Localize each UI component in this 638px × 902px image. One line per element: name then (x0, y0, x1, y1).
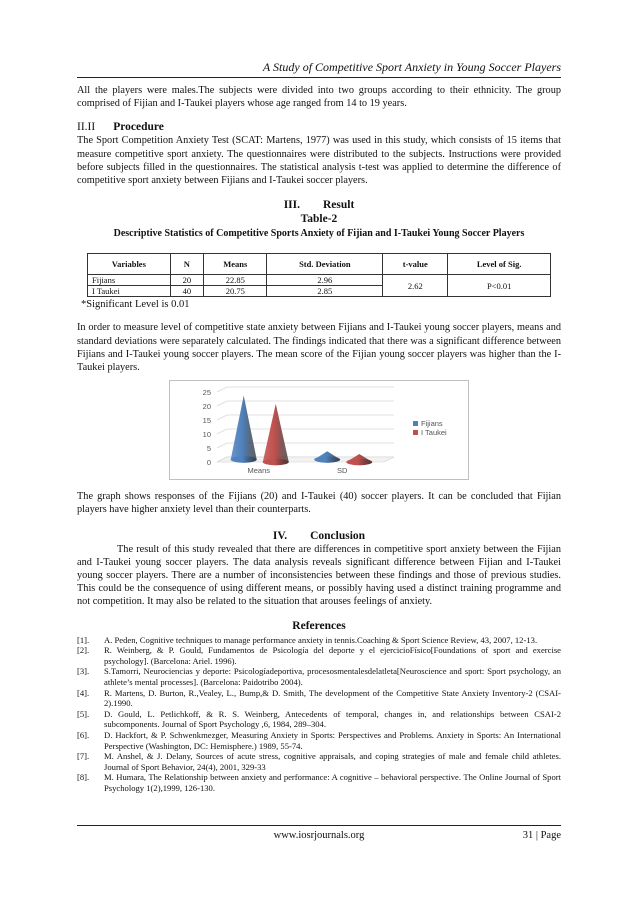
table-title: Table-2 (300, 213, 338, 226)
intro-paragraph: All the players were males.The subjects were divided into two groups according to their ethnicity. The group comprised of Fijian and I-Taukei players whose age ranged from 14 to 19 years. (77, 85, 561, 110)
header-variables: Variables (88, 254, 171, 275)
y-tick-label: 25 (202, 388, 211, 398)
references-heading: References (292, 619, 346, 632)
legend-swatch-fijians (413, 421, 418, 426)
reference-item (77, 751, 561, 772)
reference-text: M. Humara, The Relationship between anxiety and performance: A cognitive – behavioral perspective. The Online Journal of Sport Psychology 1(2),1999, 126-130. (104, 772, 561, 793)
header-t-value: t-value (383, 254, 448, 275)
footer-page-number: 31 | Page (522, 830, 561, 841)
procedure-title: Procedure (113, 121, 164, 134)
procedure-number: II.II (77, 121, 96, 134)
table-header-row (88, 254, 551, 275)
reference-text: M. Anshel, & J. Delany, Sources of acute stress, cognitive appraisals, and coping strategies of male and female child athletes. Journal of Sport Behavior, 24(4), 2001, 329-33 (104, 751, 561, 772)
header-std-deviation: Std. Deviation (267, 254, 383, 275)
references-list (77, 635, 561, 794)
cell-variable: I Taukei (88, 286, 171, 297)
conclusion-paragraph: The result of this study revealed that there are differences in competitive sport anxiety between the Fijian and I-Taukei young soccer players. The data analysis reveals significant difference between Fijian and I-Taukei young soccer players. There are a number of inconsistencies between these findings and those of previous studies. This could be the consequence of using different means, or possibly having used a distinct training programme and not competition. It may also be related to the situation that arouses feelings of anxiety. (77, 543, 561, 608)
reference-item (77, 772, 561, 793)
cell-sig: P<0.01 (448, 275, 551, 297)
reference-number: [3]. (77, 666, 90, 677)
reference-text: D. Hackfort, & P. Schwenkmezger, Measuring Anxiety in Sports: Perspectives and Problems. Anxiety in Sports: An International Perspective (Washington, DC: Hemisphere.) 1989, 55-74. (104, 730, 561, 751)
y-tick-label: 0 (206, 458, 211, 468)
x-tick-label: Means (247, 466, 271, 476)
cell-sd: 2.85 (267, 286, 383, 297)
reference-text: R. Martens, D. Burton, R.,Vealey, L., Bump,& D. Smith, The development of the Competitive State Anxiety Inventory-2 (CSAI-2).1990. (104, 687, 561, 709)
reference-item (77, 635, 561, 646)
footer-url: www.iosrjournals.org (273, 830, 365, 841)
cell-sd: 2.96 (267, 275, 383, 286)
significance-note: *Significant Level is 0.01 (81, 299, 190, 311)
cell-t-value: 2.62 (383, 275, 448, 297)
reference-number: [6]. (77, 730, 90, 740)
y-tick-label: 5 (206, 444, 211, 454)
stats-table (87, 253, 551, 297)
legend-swatch-i-taukei (413, 430, 418, 435)
reference-item (77, 645, 561, 666)
reference-number: [2]. (77, 645, 90, 656)
running-title: A Study of Competitive Sport Anxiety in Young Soccer Players (262, 60, 561, 74)
graph-paragraph: The graph shows responses of the Fijians (20) and I-Taukei (40) soccer players. It can be concluded that Fijian players have higher anxiety level than their counterparts. (77, 491, 561, 516)
conclusion-heading: IV. Conclusion (272, 529, 366, 542)
table-row (88, 275, 551, 286)
reference-number: [8]. (77, 772, 90, 783)
reference-number: [7]. (77, 751, 90, 762)
y-tick-label: 15 (202, 416, 211, 426)
reference-item (77, 730, 561, 751)
y-tick-label: 10 (202, 430, 211, 440)
reference-item (77, 709, 561, 730)
cell-variable: Fijians (88, 275, 171, 286)
header-level-of-sig: Level of Sig. (448, 254, 551, 275)
result-paragraph: In order to measure level of competitive state anxiety between Fijians and I-Taukei young soccer players, means and standard deviations were separately calculated. The findings indicated that there was a significant difference between Fijians and I-Taukei young soccer players. The mean score of the Fijian young soccer players was higher than the I-Taukei players. (77, 322, 561, 374)
header-rule (77, 77, 561, 78)
reference-text: S.Tamorri, Neurociencias y deporte: Psicologíadeportiva, procesosmentalesdelatleta[Neuroscience and sport: Sport psychology, an athlete’s mental processes]. (Barcelona: Paidotribo 2004). (104, 666, 561, 688)
cell-n: 40 (170, 286, 203, 297)
header-means: Means (204, 254, 267, 275)
legend-label: I Taukei (421, 428, 447, 438)
x-tick-label: SD (337, 466, 348, 476)
cell-n: 20 (170, 275, 203, 286)
procedure-paragraph: The Sport Competition Anxiety Test (SCAT: Martens, 1977) was used in this study, which consists of 15 items that measure competitive sport anxiety. The questionnaires were distributed to the subjects. Instructions were provided before subjects filled in the questionnaires. The statistical analysis t-test was applied to determine the difference of competitive sport anxiety between Fijians and I-Taukei soccer players. (77, 135, 561, 187)
reference-item (77, 688, 561, 709)
legend-label: Fijians (421, 419, 443, 429)
y-tick-label: 20 (202, 402, 211, 412)
procedure-heading (77, 120, 561, 134)
reference-item (77, 666, 561, 687)
reference-text: A. Peden, Cognitive techniques to manage performance anxiety in tennis.Coaching & Sport Science Review, 43, 2007, 12-13. (104, 634, 538, 645)
reference-number: [5]. (77, 708, 90, 719)
chart-svg (169, 380, 469, 480)
table-caption: Descriptive Statistics of Competitive Sports Anxiety of Fijian and I-Taukei Young Soccer Players (113, 228, 525, 240)
reference-number: [1]. (77, 634, 90, 645)
page-content (77, 84, 561, 794)
header-n: N (170, 254, 203, 275)
cell-mean: 22.85 (204, 275, 267, 286)
footer-rule (77, 825, 561, 826)
result-heading: III. Result (283, 199, 355, 212)
reference-text: R. Weinberg, & P. Gould, Fundamentos de Psicología del deporte y el ejercicioFísico[Foundations of sport and exercise psychology]. (Barcelona: Ariel. 1996). (104, 645, 561, 666)
reference-text: D. Gould, L. Petlichkoff, & R. S. Weinberg, Antecedents of temporal, changes in, and relationships between CSAI-2 subcomponents. Journal of Sport Psychology ,6, 1984, 289–304. (104, 708, 561, 730)
cone-chart (169, 380, 469, 480)
reference-number: [4]. (77, 687, 90, 698)
cell-mean: 20.75 (204, 286, 267, 297)
